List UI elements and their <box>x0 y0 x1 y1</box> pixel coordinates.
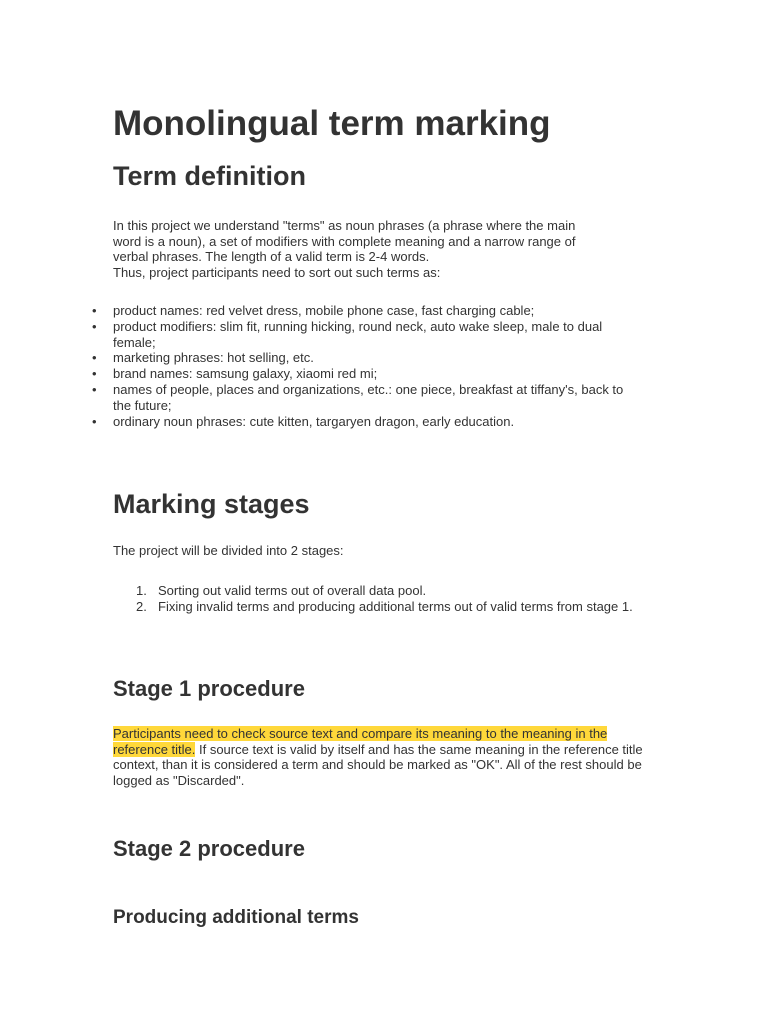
list-item <box>92 318 643 351</box>
bullet-icon: • <box>92 366 97 382</box>
bullet-icon: • <box>92 303 97 318</box>
bullet-icon: • <box>92 413 97 429</box>
intro-line-3: verbal phrases. The length of a valid term is 2-4 words. <box>113 249 430 265</box>
list-item-text: names of people, places and organizations, etc.: one piece, breakfast at tiffany's, back to the future; <box>113 381 624 413</box>
intro-line-4: Thus, project participants need to sort out such terms as: <box>113 264 441 280</box>
list-item-text: Fixing invalid terms and producing additional terms out of valid terms from stage 1. <box>158 598 633 614</box>
marking-stages-heading: Marking stages <box>113 489 310 519</box>
list-item-text: brand names: samsung galaxy, xiaomi red mi; <box>113 366 378 382</box>
list-item-text: Sorting out valid terms out of overall data pool. <box>158 583 427 598</box>
bullet-icon: • <box>92 381 97 397</box>
list-item-text: ordinary noun phrases: cute kitten, targaryen dragon, early education. <box>113 413 515 429</box>
intro-line-1: In this project we understand "terms" as noun phrases (a phrase where the main <box>113 218 576 233</box>
highlighted-text: Participants need to check source text and compare its meaning to the meaning in the reference title. <box>113 726 608 757</box>
stage1-heading: Stage 1 procedure <box>113 676 305 701</box>
bullet-icon: • <box>92 318 97 334</box>
list-item <box>92 366 643 382</box>
list-item <box>92 381 643 414</box>
term-types-list <box>92 303 643 429</box>
list-number: 2. <box>136 598 147 614</box>
list-item <box>113 583 648 599</box>
stage1-paragraph <box>113 726 648 788</box>
term-definition-heading: Term definition <box>113 161 306 191</box>
marking-stages-intro: The project will be divided into 2 stages: <box>113 543 344 558</box>
producing-additional-terms-heading: Producing additional terms <box>113 907 359 928</box>
stage2-heading: Stage 2 procedure <box>113 836 305 861</box>
document-title: Monolingual term marking <box>113 104 551 143</box>
list-item <box>92 350 643 366</box>
list-item-text: product modifiers: slim fit, running hicking, round neck, auto wake sleep, male to dual female; <box>113 318 603 350</box>
list-item <box>92 413 643 430</box>
list-item-text: marketing phrases: hot selling, etc. <box>113 350 314 366</box>
list-number: 1. <box>136 583 147 598</box>
stages-list <box>113 583 648 615</box>
list-item-text: product names: red velvet dress, mobile phone case, fast charging cable; <box>113 303 535 318</box>
term-definition-intro <box>113 218 648 280</box>
bullet-icon: • <box>92 350 97 366</box>
intro-line-2: word is a noun), a set of modifiers with complete meaning and a narrow range of <box>113 233 576 249</box>
list-item <box>92 303 643 319</box>
stage1-rest-text: If source text is valid by itself and has the same meaning in the reference title context, than it is considered a term and should be marked as "OK". All of the rest should be logged as "Discarded". <box>113 741 643 788</box>
list-item <box>113 599 648 615</box>
